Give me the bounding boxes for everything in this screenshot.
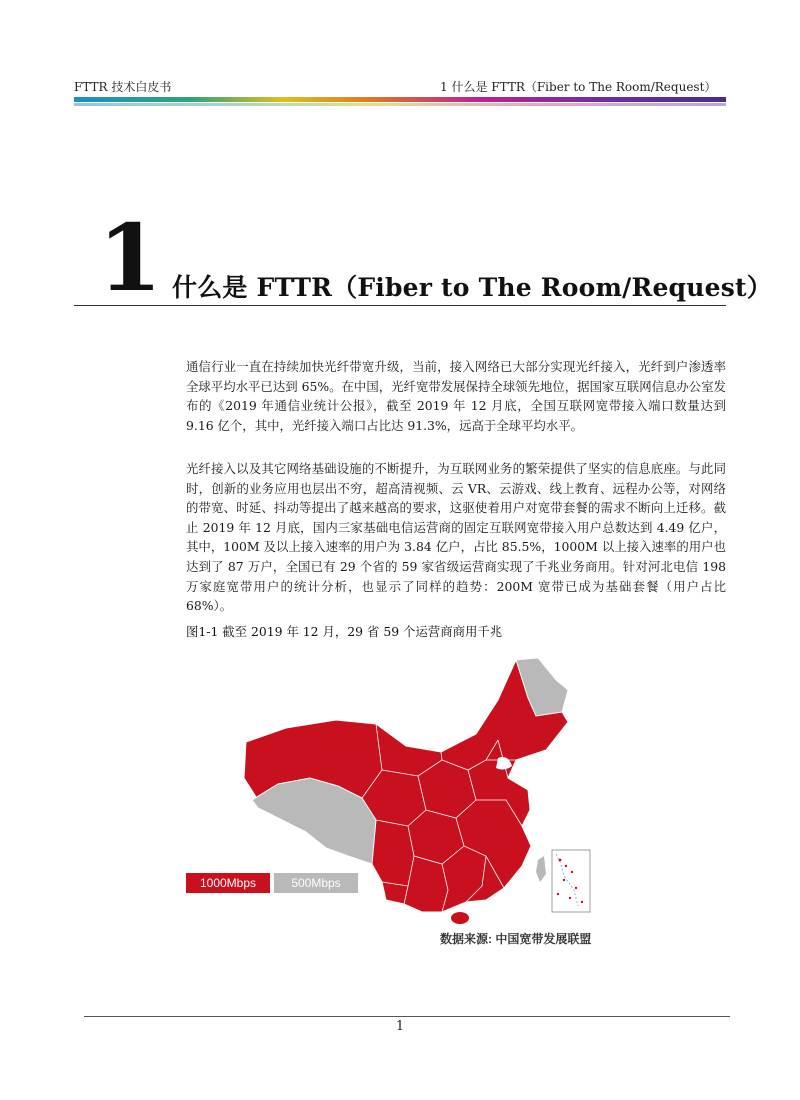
china-gigabit-map [186, 650, 606, 950]
figure-caption: 图1-1 截至 2019 年 12 月，29 省 59 个运营商商用千兆 [186, 624, 503, 639]
chapter-title: 什么是 FTTR（Fiber to The Room/Request） [172, 273, 772, 302]
header-color-bar-light [74, 103, 726, 106]
header-doc-title: FTTR 技术白皮书 [74, 80, 172, 94]
map-region-hainan [451, 912, 469, 924]
legend-1000mbps: 1000Mbps [186, 873, 270, 893]
map-region-taiwan-grey [536, 856, 546, 882]
footer-rule [84, 1016, 730, 1017]
body-paragraph-2: 光纤接入以及其它网络基础设施的不断提升，为互联网业务的繁荣提供了坚实的信息底座。与此同时，创新的业务应用也层出不穷，超高清视频、云 VR、云游戏、线上教育、远程办公等，对网络的带宽、时延、抖动等提出了越来越高的要求，这驱使着用户对宽带套餐的需求不断向上迁移。截止 2019 年 12 月底，国内三家基础电信运营商的固定互联网宽带接入用户总数达到 4.49 亿户，其中，100M 及以上接入速率的用户为 3.84 亿户，占比 85.5%，1000M 以上接入速率的用户也达到了 87 万户，全国已有 29 个省的 59 家省级运营商实现了千兆业务商用。针对河北电信 198 万家庭宽带用户的统计分析，也显示了同样的趋势：200M 宽带已成为基础套餐（用户占比 68%）。 [186, 461, 726, 614]
header-section-title: 1 什么是 FTTR（Fiber to The Room/Request） [440, 80, 717, 94]
header-color-bar [74, 97, 726, 102]
map-south-china-sea-inset [552, 850, 590, 912]
chapter-rule [74, 305, 726, 306]
figure-source: 数据来源: 中国宽带发展联盟 [440, 932, 592, 946]
page-number: 1 [395, 1019, 405, 1034]
legend-500mbps: 500Mbps [274, 873, 358, 893]
chapter-number: 1 [98, 204, 163, 312]
body-paragraph-1: 通信行业一直在持续加快光纤带宽升级，当前，接入网络已大部分实现光纤接入，光纤到户渗透率全球平均水平已达到 65%。在中国，光纤宽带发展保持全球领先地位，据国家互联网信息办公室发布的《2019 年通信业统计公报》，截至 2019 年 12 月底，全国互联网宽带接入端口数量达到 9.16 亿个，其中，光纤接入端口占比达 91.3%，远高于全球平均水平。 [186, 359, 726, 433]
